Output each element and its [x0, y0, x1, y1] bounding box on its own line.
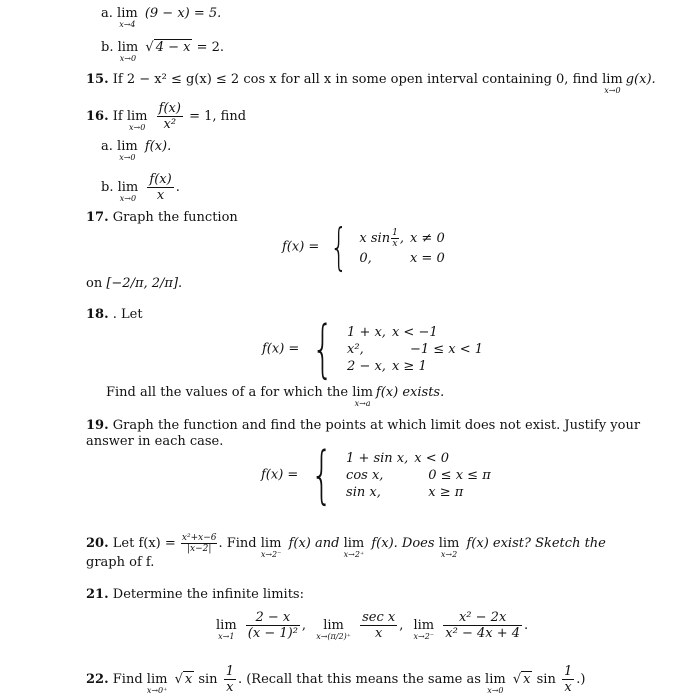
q22-radicand: x — [184, 672, 193, 687]
q16b-fraction: $\frac{f(x)}{x}$ — [149, 172, 172, 203]
lim-operator: lim x→0 — [117, 180, 139, 203]
question-21 — [86, 587, 304, 602]
q16-fraction: $\frac{f(x)}{\text{x²}}$ — [158, 101, 181, 132]
q15-text: If 2 − x² ≤ g(x) ≤ 2 cos x for all x in some open interval containing 0, find — [112, 72, 598, 87]
q14a-expression: (9 − x) = 5. — [144, 6, 222, 21]
q21-limit3-fraction: $\frac{\text{x² − 2x}}{\text{x² − 4x + 4}}$ — [445, 610, 520, 641]
q14b-equals: = 2. — [196, 40, 225, 55]
q14-part-b: b. lim x→0 √ 4 − x = 2. — [101, 40, 225, 63]
q20-t3: f(x) exist? Sketch the — [466, 536, 606, 551]
question-15 — [86, 72, 656, 96]
question-20 — [86, 533, 606, 560]
q22-mid: . (Recall that this means the same as — [237, 672, 481, 687]
q16-prefix: If — [112, 109, 123, 124]
q15-tail: g(x). — [625, 72, 656, 87]
lim-operator: lim x→0 — [126, 109, 148, 132]
lim-operator: lim x→4 — [117, 6, 138, 29]
separator: , — [301, 618, 307, 633]
lim-operator: lim x→a — [352, 385, 373, 408]
q22-tail: .) — [576, 672, 586, 687]
lim-operator: lim x→1 — [216, 618, 237, 641]
q20-prefix: Let f(x) = — [112, 536, 176, 551]
q17-interval-value: [−2/π, 2/π]. — [106, 276, 183, 291]
lim-operator: lim x→0 — [485, 672, 506, 695]
q14b-label: b. — [101, 40, 114, 55]
lim-operator: lim x→2⁺ — [343, 536, 365, 559]
q18-ask-text: Find all the values of a for which the — [106, 385, 349, 400]
q19-text-line2 — [86, 434, 223, 449]
q22-fraction-2: $\frac{1}{x}$ — [563, 664, 573, 695]
q16-part-b — [101, 172, 180, 204]
q17-cases: x sin $\frac{1}{x}$ , x ≠ 0 0, x = 0 — [359, 228, 445, 266]
q20-number: 20. — [86, 536, 109, 551]
q20-fraction: $\frac{\text{x²+x−6}}{|x-2|}$ — [181, 533, 217, 554]
q21-limit2-fraction: $\frac{\text{sec x}}{x}$ — [362, 610, 396, 641]
q17-piecewise — [282, 218, 451, 276]
question-18 — [86, 307, 143, 322]
lim-operator: lim x→0 — [602, 72, 623, 95]
lim-operator: lim x→(π/2)⁺ — [316, 618, 351, 641]
q16a-expression: f(x). — [144, 139, 172, 154]
lim-operator: lim x→0 — [117, 139, 138, 162]
q17-fx: f(x) = — [282, 239, 320, 255]
q16b-label: b. — [101, 180, 114, 195]
q18-number: 18. — [86, 307, 109, 322]
q18-piecewise — [262, 312, 489, 385]
q17-number: 17. — [86, 210, 109, 225]
q21-text: Determine the infinite limits: — [112, 587, 304, 602]
q15-number: 15. — [86, 72, 109, 87]
q20-mid: . Find — [218, 536, 257, 551]
q20-line2-text: graph of f. — [86, 555, 155, 570]
lim-operator: lim x→0⁺ — [146, 672, 168, 695]
q16-part-a — [101, 139, 171, 163]
lim-operator: lim x→2 — [438, 536, 460, 559]
lim-operator: lim x→2⁻ — [260, 536, 282, 559]
q20-t1: f(x) and — [288, 536, 340, 551]
q16-number: 16. — [86, 109, 109, 124]
q14b-radicand: 4 − x — [155, 40, 191, 55]
q19-cases: 1 + sin x, x < 0 cos x, 0 ≤ x ≤ π sin x, x ≥ π — [346, 450, 491, 500]
q18-fx: f(x) = — [262, 341, 300, 357]
q14-part-a — [101, 6, 221, 30]
q19-fx: f(x) = — [261, 467, 299, 483]
q18-ask — [106, 385, 444, 409]
lim-operator: lim x→0 — [117, 40, 139, 63]
left-brace-icon: { — [330, 218, 349, 276]
q18-cases: 1 + x, x < −1 x², −1 ≤ x < 1 2 − x, x ≥ 1 — [347, 324, 484, 374]
q18-text: . Let — [112, 307, 143, 322]
q19-number: 19. — [86, 418, 109, 433]
left-brace-icon: { — [311, 438, 334, 511]
q19-text: Graph the function and find the points at which limit does not exist. Justify your — [112, 418, 641, 433]
q19-piecewise — [261, 438, 497, 511]
q21-number: 21. — [86, 587, 109, 602]
sin-fn: sin — [536, 672, 556, 687]
q22-fraction: $\frac{1}{x}$ — [225, 664, 234, 695]
q22-prefix: Find — [112, 672, 143, 687]
left-brace-icon: { — [312, 312, 335, 385]
separator: , — [399, 618, 404, 633]
q21-limit1-fraction: $\frac{2 - x}{\text{(x − 1)²}}$ — [247, 610, 298, 641]
q20-line2 — [86, 555, 154, 570]
sin-fn: sin — [198, 672, 218, 687]
question-17 — [86, 210, 238, 225]
q22-radicand-2: x — [523, 672, 531, 687]
q22-number: 22. — [86, 672, 109, 687]
q17-interval — [86, 276, 182, 291]
question-22: 22. Find lim x→0⁺ √ x sin $\frac{1}{x}$ . (Recall that this means the same as lim x→0 √ x sin $\frac{1}{x}$ .) — [86, 664, 586, 695]
q19-text2: answer in each case. — [86, 434, 224, 449]
q20-t2: f(x). Does — [371, 536, 435, 551]
q17-text: Graph the function — [112, 210, 238, 225]
question-16 — [86, 101, 246, 133]
q16a-label: a. — [101, 139, 113, 154]
q14a-label: a. — [101, 6, 113, 21]
q16-tail: = 1, find — [189, 109, 247, 124]
lim-operator: lim x→2⁻ — [413, 618, 435, 641]
q16b-period: . — [175, 180, 180, 195]
question-19 — [86, 418, 640, 433]
q21-limits: lim x→1 $\frac{2 - x}{\text{(x − 1)²}}$ , lim x→(π/2)⁺ $\frac{\text{sec x}}{x}$ , lim x→2⁻ $\frac{\text{x² − 2x}}{\text{x² − 4x + 4}}$ . — [216, 610, 529, 641]
q18-ask-tail: f(x) exists. — [375, 385, 445, 400]
q17-interval-prefix: on — [86, 276, 103, 291]
